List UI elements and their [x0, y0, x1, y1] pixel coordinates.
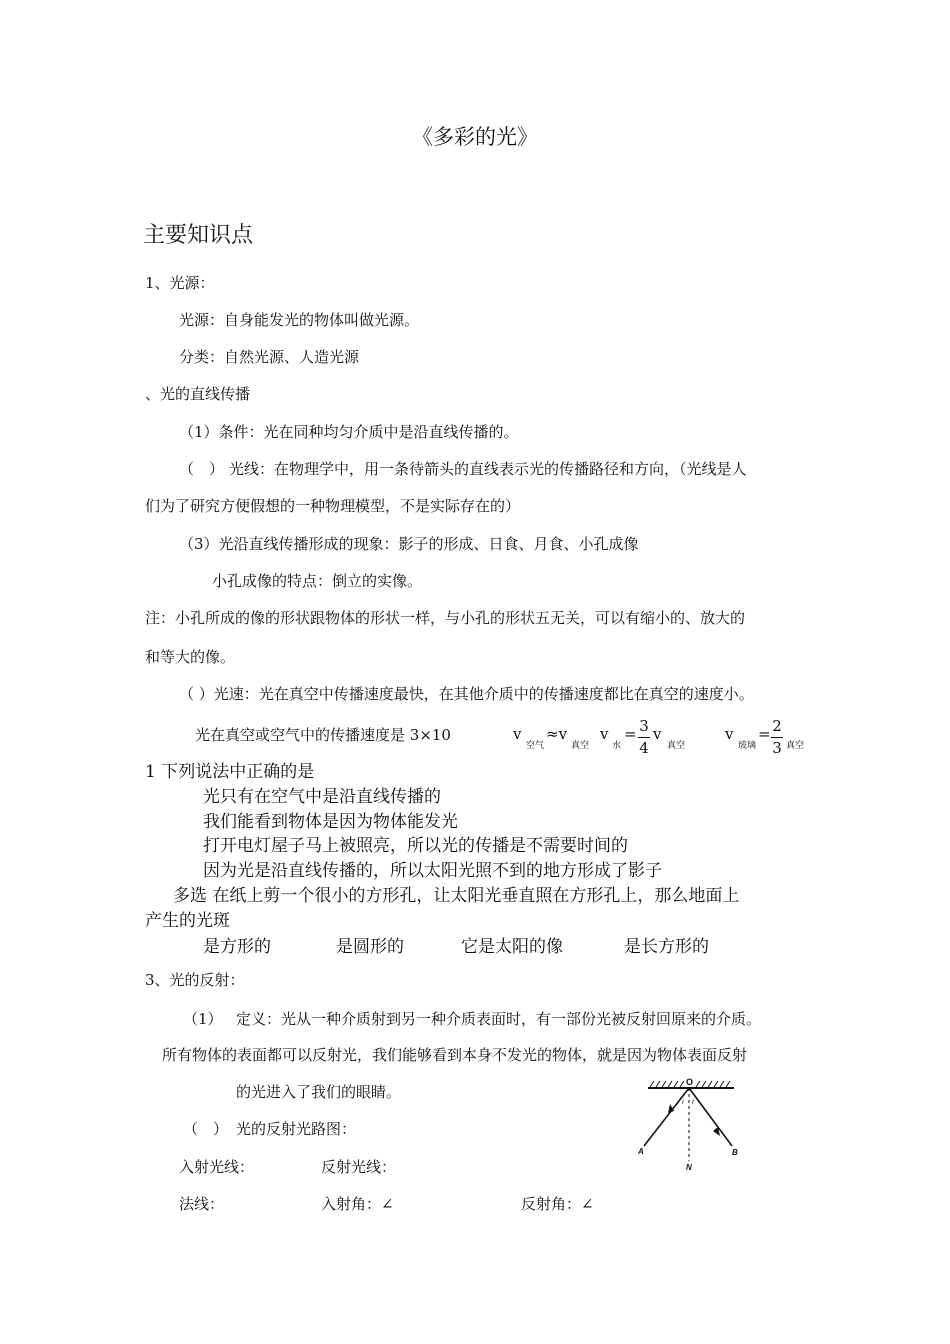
water-fraction-bar [638, 737, 650, 738]
question-2-option-a: 是方形的 [203, 937, 271, 957]
incident-ray-label: 入射光线： [179, 1158, 255, 1176]
angle-r-label: r [692, 1099, 695, 1106]
reflection-diagram [634, 1076, 744, 1176]
formula-eq-glass: = [758, 725, 771, 743]
light-source-classification: 分类：自然光源、人造光源 [179, 348, 360, 366]
page-title: 《多彩的光》 [412, 125, 538, 149]
incident-ray [644, 1088, 689, 1146]
light-speed-value: 光在真空或空气中的传播速度是 3×10 [195, 726, 451, 744]
reflection-def-line3: 的光进入了我们的眼睛。 [236, 1083, 402, 1101]
glass-fraction-denominator: 3 [772, 739, 782, 757]
reflection-def-marker: （1） [183, 1010, 223, 1028]
point-b-label: B [732, 1148, 738, 1157]
pinhole-note-line2: 和等大的像。 [145, 648, 236, 666]
formula-sub-vacuum-2: 真空 [667, 741, 686, 751]
water-fraction-numerator: 3 [639, 717, 649, 735]
reflected-ray-label: 反射光线： [321, 1158, 397, 1176]
point-a-label: A [638, 1147, 644, 1156]
water-fraction-denominator: 4 [639, 739, 649, 757]
light-speed-line: （ ）光速：光在真空中传播速度最快，在其他介质中的传播速度都比在真空的速度小。 [179, 685, 754, 703]
question-2-option-c: 它是太阳的像 [461, 937, 563, 957]
question-1-option-d: 因为光是沿直线传播的，所以太阳光照不到的地方形成了影子 [203, 861, 662, 881]
formula-sub-vacuum-1: 真空 [571, 741, 590, 751]
reflection-angle-label: 反射角：∠ [521, 1195, 594, 1213]
formula-approx: ≈v [546, 725, 568, 743]
question-1-option-c: 打开电灯屋子马上被照亮，所以光的传播是不需要时间的 [203, 836, 628, 856]
propagation-condition: （1）条件：光在同种均匀介质中是沿直线传播的。 [179, 423, 519, 441]
angle-i-label: i [682, 1099, 684, 1106]
reflection-path-marker: （ ） [183, 1120, 229, 1138]
question-1-stem: 1 下列说法中正确的是 [145, 762, 315, 782]
pinhole-note-line1: 注：小孔所成的像的形状跟物体的形状一样，与小孔的形状五无关，可以有缩小的、放大的 [145, 609, 746, 627]
question-1-option-b: 我们能看到物体是因为物体能发光 [203, 812, 458, 832]
formula-v-air: v [513, 725, 522, 743]
question-2-stem-line1: 多选 在纸上剪一个很小的方形孔，让太阳光垂直照在方形孔上，那么地面上 [173, 886, 740, 906]
formula-v-vacuum-2: v [653, 725, 662, 743]
formula-v-glass: v [725, 725, 734, 743]
question-2-option-d: 是长方形的 [624, 937, 709, 957]
reflection-path-label: 光的反射光路图： [236, 1120, 357, 1138]
question-2-stem-line2: 产生的光斑 [145, 911, 230, 931]
point-o-label: O [686, 1077, 694, 1087]
reflection-def-line1: 定义：光从一种介质射到另一种介质表面时，有一部份光被反射回原来的介质。 [236, 1010, 762, 1028]
formula-v-water: v [600, 725, 609, 743]
reflection-def-line2: 所有物体的表面都可以反射光，我们能够看到本身不发光的物体，就是因为物体表面反射 [162, 1046, 748, 1064]
reflection-heading: 3、光的反射： [145, 971, 245, 989]
reflected-ray [689, 1088, 732, 1146]
formula-sub-vacuum-3: 真空 [786, 741, 805, 751]
section-heading: 主要知识点 [143, 223, 254, 248]
question-1-option-a: 光只有在空气中是沿直线传播的 [203, 787, 441, 807]
glass-fraction-numerator: 2 [772, 717, 782, 735]
light-source-definition: 光源：自身能发光的物体叫做光源。 [179, 311, 420, 329]
glass-fraction-bar [771, 737, 783, 738]
formula-sub-air: 空气 [526, 741, 545, 751]
point-n-label: N [686, 1163, 692, 1172]
formula-sub-glass: 玻璃 [738, 741, 757, 751]
straight-propagation-heading: 、光的直线传播 [145, 385, 251, 403]
light-ray-marker: （ ） [179, 460, 225, 478]
light-source-heading: 1、光源： [145, 274, 215, 292]
light-ray-definition-line1: 光线：在物理学中，用一条待箭头的直线表示光的传播路径和方向，（光线是人 [229, 460, 747, 478]
light-ray-definition-line2: 们为了研究方便假想的一种物理模型，不是实际存在的） [145, 497, 521, 515]
formula-sub-water: 水 [612, 741, 622, 751]
formula-eq-water: = [624, 725, 637, 743]
question-2-option-b: 是圆形的 [336, 937, 404, 957]
normal-label: 法线： [179, 1195, 225, 1213]
propagation-phenomena: （3）光沿直线传播形成的现象：影子的形成、日食、月食、小孔成像 [179, 535, 639, 553]
pinhole-image-feature: 小孔成像的特点：倒立的实像。 [212, 572, 423, 590]
incident-angle-label: 入射角：∠ [321, 1195, 394, 1213]
